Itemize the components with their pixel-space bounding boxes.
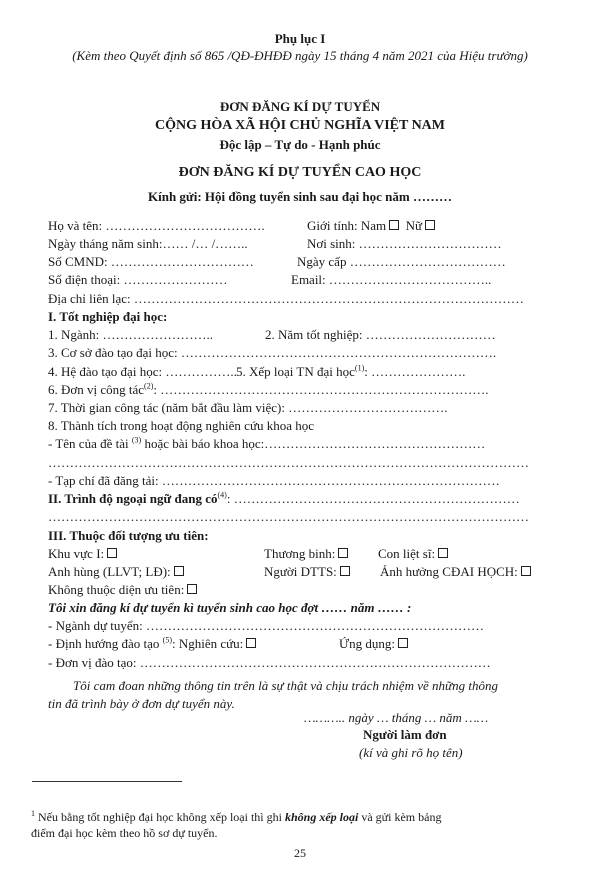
footnote-emphasis: không xếp loại [284, 810, 359, 824]
orientation-applied-checkbox[interactable] [398, 638, 408, 648]
training-unit-field[interactable]: - Đơn vị đào tạo: ……………………………………………………………………… [48, 655, 491, 670]
ranking-footnote-ref: (1) [354, 363, 365, 373]
form-title-graduate: ĐƠN ĐĂNG KÍ DỰ TUYỂN CAO HỌC [178, 165, 422, 180]
training-mode-field[interactable]: 4. Hệ đào tạo đại học: …………….. [48, 364, 237, 379]
invalid-label: Thương binh: [264, 546, 336, 561]
gender-male-checkbox[interactable] [389, 220, 399, 230]
dob-field[interactable]: Ngày tháng năm sinh:…… /… /…….. [48, 236, 248, 251]
email-field[interactable]: Email: ……………………………….. [291, 272, 492, 287]
recipient: Kính gửi: Hội đồng tuyển sinh sau đại học năm ……… [148, 189, 452, 204]
journal-field[interactable]: - Tạp chí đã đăng tải: …………………………………………………………………… [48, 473, 500, 488]
invalid-checkbox[interactable] [338, 548, 348, 558]
gender-label: Giới tính: Nam [307, 218, 387, 233]
decision-reference: (Kèm theo Quyết định số 865 /QĐ-ĐHĐĐ ngày 15 tháng 4 năm 2021 của Hiệu trưởng) [72, 48, 528, 63]
section-2-heading[interactable] [48, 491, 560, 507]
work-time-field[interactable]: 7. Thời gian công tác (năm bắt đầu làm việc): ………………………………. [48, 400, 448, 415]
ranking-label: 5. Xếp loại TN đại học [236, 364, 355, 379]
name-label: Họ và tên: ………………………………. [48, 218, 265, 233]
ethnic-checkbox[interactable] [340, 566, 350, 576]
none-label: Không thuộc diện ưu tiên: [48, 582, 185, 597]
topic-label: - Tên của đề tài [48, 436, 129, 451]
phone-field[interactable]: Số điện thoại: …………………… [48, 272, 228, 287]
address-field[interactable]: Địa chỉ liên lạc: ……………………………………………………………………………… [48, 291, 524, 306]
priority-martyr-child [378, 546, 560, 562]
language-footnote-ref: (4) [217, 490, 227, 500]
applied-major-field[interactable]: - Ngành dự tuyển: …………………………………………………………………… [48, 618, 485, 633]
language-continuation-line[interactable]: ………………………………………………………………………………………………… [48, 509, 529, 524]
hero-checkbox[interactable] [174, 566, 184, 576]
agent-orange-checkbox[interactable] [521, 566, 531, 576]
page-number: 25 [294, 846, 306, 860]
martyr-child-label: Con liệt sĩ: [378, 546, 436, 561]
footnote-line-1 [31, 809, 560, 825]
footnote-separator [32, 781, 182, 782]
appendix-label: Phụ lục I [274, 31, 326, 46]
section-1-heading: I. Tốt nghiệp đại học: [48, 309, 168, 324]
commitment-line-1: Tôi cam đoan những thông tin trên là sự thật và chịu trách nhiệm về những thông [73, 678, 498, 693]
issue-date-field[interactable]: Ngày cấp ……………………………… [297, 254, 506, 269]
grad-year-field[interactable]: 2. Năm tốt nghiệp: ………………………… [265, 327, 496, 342]
id-number-field[interactable]: Số CMND: …………………………… [48, 254, 254, 269]
language-blank: : ………………………………………………………… [226, 491, 520, 506]
registration-heading: Tôi xin đăng kí dự tuyển kì tuyển sinh cao học đợt …… năm …… : [48, 600, 412, 615]
ranking-field[interactable] [236, 364, 560, 380]
priority-agent-orange [380, 564, 560, 580]
workplace-blank: : …………………………………………………………………. [153, 382, 489, 397]
footnote-marker: 1 [31, 809, 35, 818]
region-checkbox[interactable] [107, 548, 117, 558]
martyr-child-checkbox[interactable] [438, 548, 448, 558]
topic-blank: hoặc bài báo khoa học:…………………………………………… [144, 436, 486, 451]
orientation-research-checkbox[interactable] [246, 638, 256, 648]
workplace-label: 6. Đơn vị công tác [48, 382, 145, 397]
major-field[interactable]: 1. Ngành: …………………….. [48, 327, 214, 342]
topic-field[interactable] [48, 436, 560, 452]
national-motto: Độc lập – Tự do - Hạnh phúc [219, 137, 381, 152]
orientation-label: - Định hướng đào tạo [48, 636, 160, 651]
orientation-footnote-ref: (5) [162, 635, 172, 645]
ranking-blank: : …………………. [364, 364, 466, 379]
language-heading: II. Trình độ ngoại ngữ đang có [48, 491, 218, 506]
form-title: ĐƠN ĐĂNG KÍ DỰ TUYỂN [219, 99, 381, 114]
orientation-research-label: : Nghiên cứu: [171, 636, 244, 651]
workplace-field[interactable] [48, 382, 560, 398]
orientation-applied-label: Ứng dụng: [339, 636, 395, 651]
footnote-text-before: Nếu bằng tốt nghiệp đại học không xếp loại thì ghi [38, 810, 282, 824]
workplace-footnote-ref: (2) [144, 381, 154, 391]
commitment-line-2: tin đã trình bày ở đơn dự tuyển này. [48, 696, 235, 711]
birthplace-field[interactable]: Nơi sinh: …………………………… [307, 236, 502, 251]
gender-female-label: Nữ [405, 218, 423, 233]
region-label: Khu vực I: [48, 546, 105, 561]
none-checkbox[interactable] [187, 584, 197, 594]
signer-label: Người làm đơn [363, 727, 447, 742]
research-heading: 8. Thành tích trong hoạt động nghiên cứu khoa học [48, 418, 315, 433]
signature-date[interactable]: ……….. ngày … tháng … năm …… [304, 710, 489, 725]
section-3-heading: III. Thuộc đối tượng ưu tiên: [48, 528, 209, 543]
gender-female-checkbox[interactable] [425, 220, 435, 230]
agent-orange-label: Ảnh hưởng CĐAI HỌCH: [380, 564, 518, 579]
topic-continuation-line[interactable]: ………………………………………………………………………………………………… [48, 455, 529, 470]
institution-field[interactable]: 3. Cơ sở đào tạo đại học: ………………………………………………………………. [48, 345, 497, 360]
footnote-text-after: và gửi kèm bảng [361, 810, 442, 824]
topic-footnote-ref: (3) [131, 435, 142, 445]
priority-none [48, 582, 560, 598]
gender-field [307, 218, 560, 234]
orientation-applied [339, 636, 560, 652]
country-name: CỘNG HÒA XÃ HỘI CHỦ NGHĨA VIỆT NAM [154, 118, 445, 133]
hero-label: Anh hùng (LLVT; LĐ): [48, 564, 171, 579]
signature-instruction: (kí và ghi rõ họ tên) [359, 745, 463, 760]
footnote-line-2: điểm đại học kèm theo hồ sơ dự tuyển. [31, 826, 218, 840]
ethnic-label: Người DTTS: [264, 564, 337, 579]
